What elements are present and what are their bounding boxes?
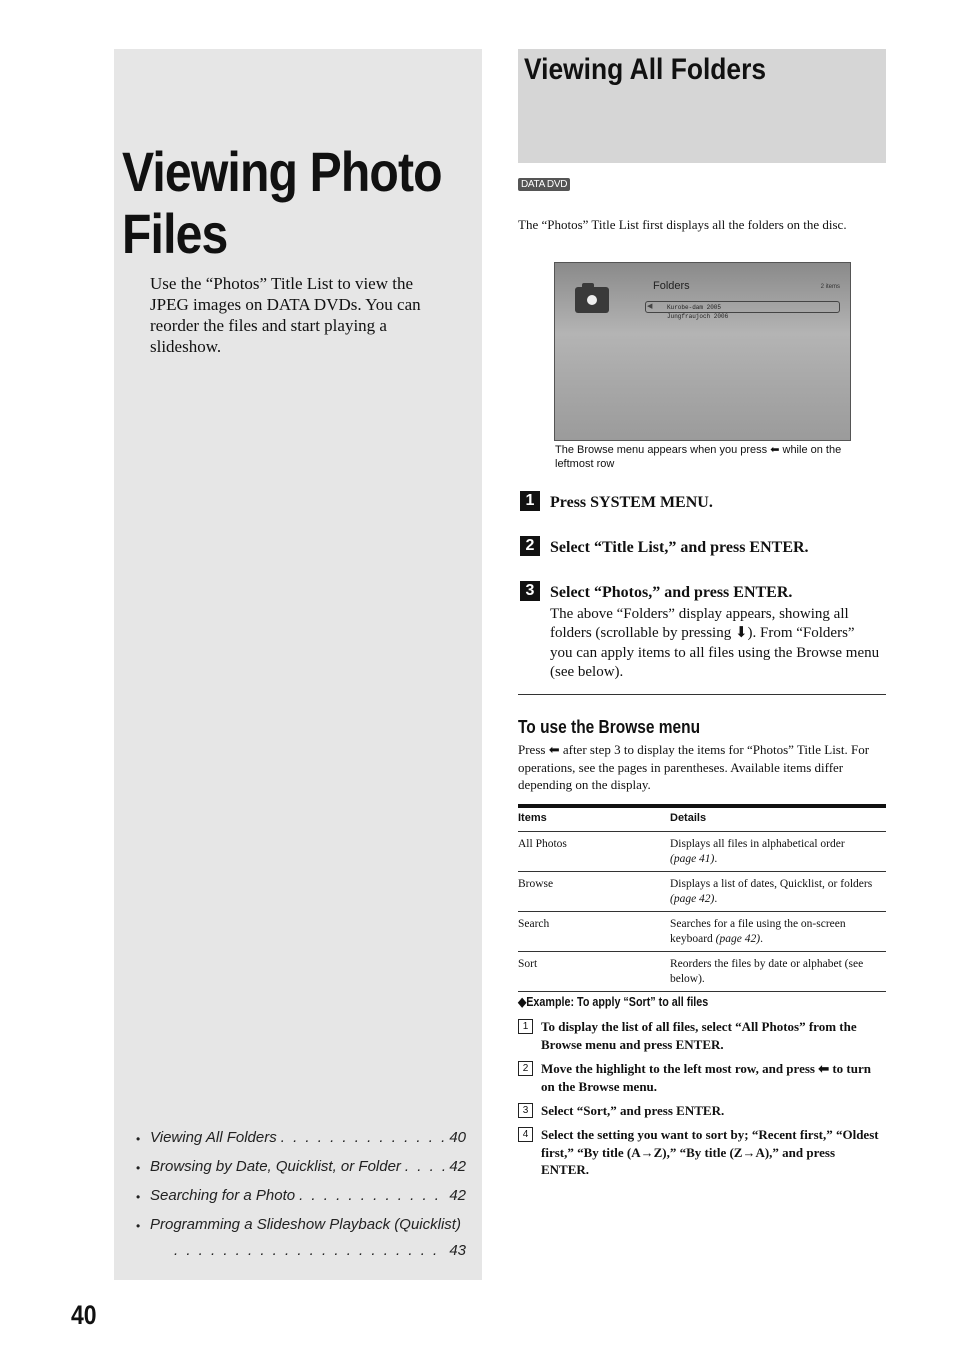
table-cell-item: Browse	[518, 872, 670, 912]
toc-bullet: •	[136, 1190, 141, 1204]
folders-screenshot	[554, 262, 851, 441]
toc-label: Viewing All Folders	[150, 1129, 277, 1146]
chapter-toc	[136, 1129, 466, 1274]
step-number: 2	[520, 536, 540, 556]
chapter-title	[122, 141, 449, 265]
camera-icon	[575, 287, 609, 313]
table-cell-item: All Photos	[518, 832, 670, 872]
toc-page: 40	[449, 1129, 466, 1146]
left-arrow-icon: ◀	[647, 302, 653, 310]
table-cell-detail: Searches for a file using the on-screen keyboard (page 42).	[670, 912, 886, 952]
section-divider	[518, 694, 886, 695]
example-title: ◆Example: To apply “Sort” to all files	[518, 995, 709, 1009]
section-title: Viewing All Folders	[524, 53, 767, 86]
toc-bullet: •	[136, 1161, 141, 1175]
step-body: The above “Folders” display appears, showing all folders (scrollable by pressing ⬇). From “Folders” you can apply items to all files using the Browse menu (see below).	[550, 606, 880, 680]
table-row	[518, 832, 886, 872]
chapter-panel	[114, 49, 482, 1280]
toc-page: 42	[449, 1187, 466, 1204]
page-number: 40	[71, 1300, 97, 1330]
toc-page: 42	[449, 1158, 466, 1175]
step-number: 1	[520, 491, 540, 511]
table-row	[518, 952, 886, 992]
example-step-number: 1	[518, 1019, 533, 1034]
example-step-text: To display the list of all files, select “All Photos” from the Browse menu and press ENTER.	[541, 1019, 857, 1052]
toc-item[interactable]	[136, 1158, 466, 1187]
toc-label: Programming a Slideshow Playback (Quicklist)	[150, 1216, 461, 1233]
step-title: Select “Photos,” and press ENTER.	[550, 584, 793, 601]
screen-title: Folders	[653, 280, 690, 292]
table-row	[518, 872, 886, 912]
screen-folder-item: Kurobe-dam 2005	[667, 304, 722, 311]
example-step-text: Select the setting you want to sort by; “Recent first,” “Oldest first,” “By title (A→Z),” “By title (Z→A),” and press ENTER.	[541, 1127, 879, 1177]
toc-item[interactable]	[136, 1216, 466, 1274]
screen-folder-item: Jungfraujoch 2006	[667, 313, 729, 320]
toc-bullet: •	[136, 1219, 141, 1233]
example-step-text: Move the highlight to the left most row, and press ⬅ to turn on the Browse menu.	[541, 1061, 871, 1094]
chapter-title-line1: Viewing Photo	[122, 140, 442, 203]
toc-label: Browsing by Date, Quicklist, or Folder	[150, 1158, 401, 1175]
chapter-title-line2: Files	[122, 202, 228, 265]
screen-item-count: 2 items	[820, 284, 840, 290]
toc-item[interactable]	[136, 1129, 466, 1158]
section-intro: The “Photos” Title List first displays all the folders on the disc.	[518, 217, 847, 232]
column-header-details: Details	[670, 806, 886, 832]
toc-label: Searching for a Photo	[150, 1187, 296, 1204]
browse-menu-title: To use the Browse menu	[518, 717, 701, 737]
example-step-number: 2	[518, 1061, 533, 1076]
table-cell-detail: Displays all files in alphabetical order (page 41).	[670, 832, 886, 872]
column-header-items: Items	[518, 806, 670, 832]
table-cell-item: Sort	[518, 952, 670, 992]
table-row	[518, 912, 886, 952]
step-number: 3	[520, 581, 540, 601]
data-dvd-badge: DATA DVD	[518, 178, 570, 191]
example-step-number: 4	[518, 1127, 533, 1142]
example-step-number: 3	[518, 1103, 533, 1118]
table-cell-detail: Reorders the files by date or alphabet (see below).	[670, 952, 886, 992]
browse-items-table	[518, 804, 886, 992]
example-step-text: Select “Sort,” and press ENTER.	[541, 1103, 725, 1118]
table-cell-detail: Displays a list of dates, Quicklist, or folders (page 42).	[670, 872, 886, 912]
step-title: Press SYSTEM MENU.	[550, 494, 713, 511]
toc-page: 43	[449, 1242, 466, 1259]
chapter-intro: Use the “Photos” Title List to view the JPEG images on DATA DVDs. You can reorder the files and start playing a slideshow.	[150, 274, 421, 356]
screenshot-caption: The Browse menu appears when you press ⬅ while on the leftmost row	[555, 444, 842, 470]
section-header	[518, 49, 886, 163]
table-header-row	[518, 806, 886, 832]
toc-bullet: •	[136, 1132, 141, 1146]
table-cell-item: Search	[518, 912, 670, 952]
toc-item[interactable]	[136, 1187, 466, 1216]
browse-menu-body: Press ⬅ after step 3 to display the items for “Photos” Title List. For operations, see the pages in parentheses. Available items differ depending on the display.	[518, 742, 870, 792]
step-title: Select “Title List,” and press ENTER.	[550, 539, 809, 556]
